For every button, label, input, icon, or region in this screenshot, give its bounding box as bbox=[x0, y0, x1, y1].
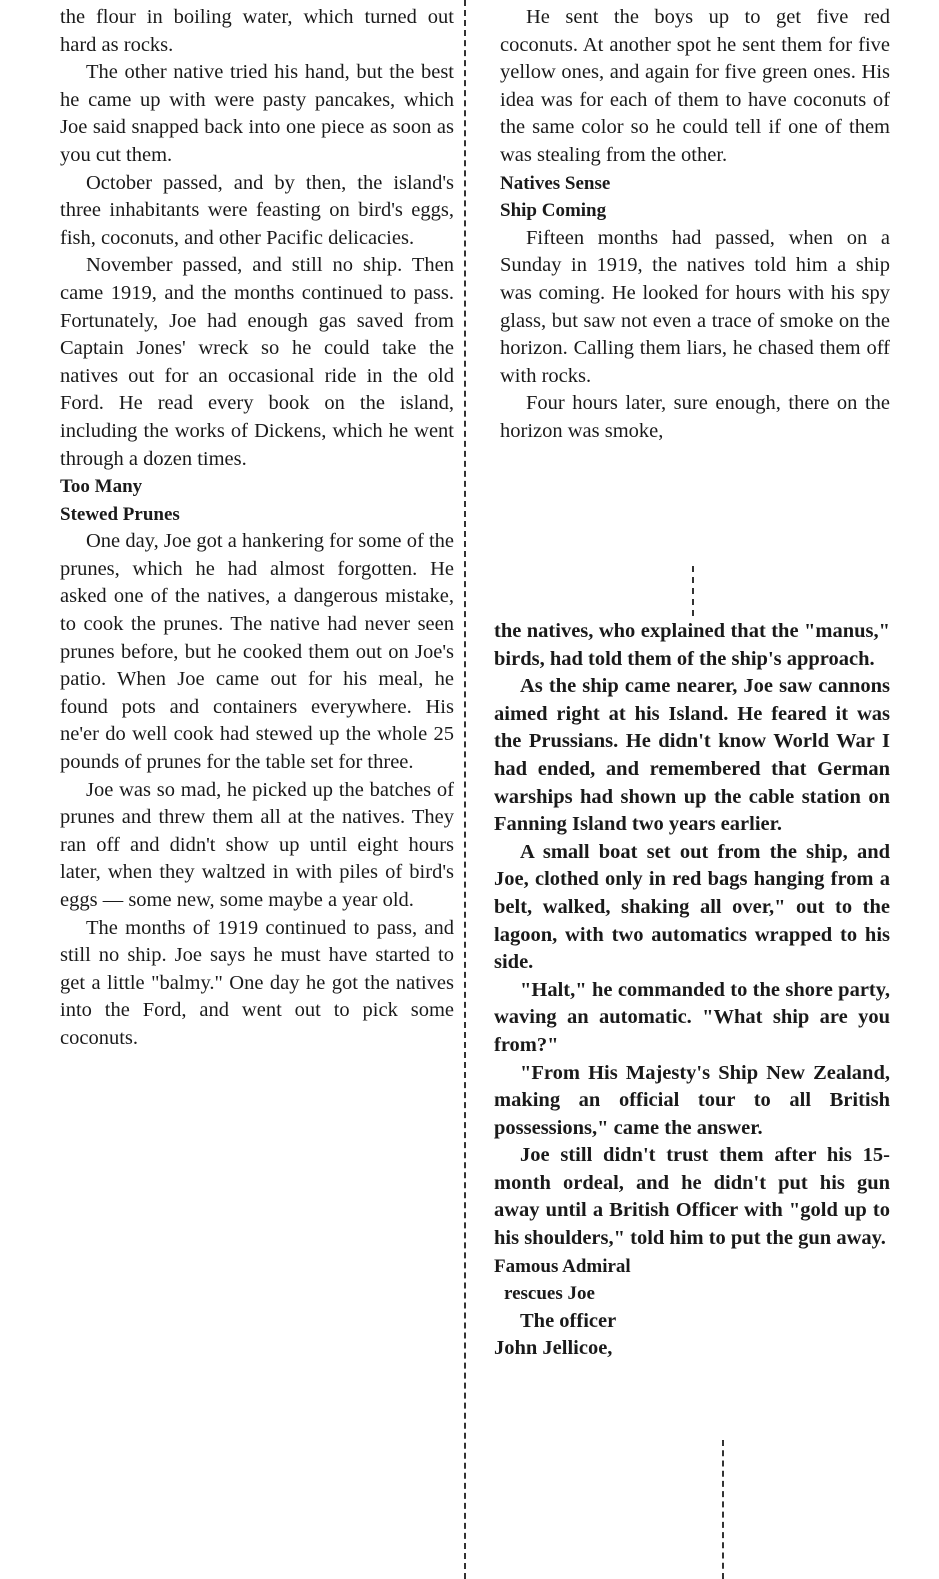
paragraph: Four hours later, sure enough, there on the horizon was smoke, bbox=[500, 392, 890, 442]
paragraph: Joe was so mad, he picked up the batches of prunes and threw them all at the natives. They ran off and didn't show up until eight hours later, when they waltzed in with piles of bird's eggs — some new, some maybe a year old. bbox=[60, 778, 454, 911]
clipping-gap bbox=[470, 562, 939, 614]
subheading-line: Famous Admiral bbox=[494, 1255, 631, 1277]
subheading-line: rescues Joe bbox=[504, 1283, 595, 1305]
subheading-line: Too Many bbox=[60, 476, 143, 498]
paragraph: the flour in boiling water, which turned out hard as rocks. bbox=[60, 6, 454, 56]
paragraph: The months of 1919 continued to pass, and still no ship. Joe says he must have started to get a little "balmy." One day he got the natives into the Ford, and went out to pick some coconuts. bbox=[60, 916, 454, 1049]
paragraph: November passed, and still no ship. Then came 1919, and the months continued to pass. Fortunately, Joe had enough gas saved from Captain Jones' wreck so he could take the natives out for an occasional ride in the old Ford. He read every book on the island, including the works of Dickens, which he went through a dozen times. bbox=[60, 254, 454, 470]
column-divider-short bbox=[722, 1440, 724, 1579]
subheading-line: Stewed Prunes bbox=[60, 503, 180, 525]
subheading-natives-sense-ship-coming bbox=[500, 170, 890, 225]
paragraph: the natives, who explained that the "manus," birds, had told them of the ship's approach. bbox=[494, 620, 890, 670]
left-column bbox=[60, 4, 454, 1053]
paragraph: A small boat set out from the ship, and Joe, clothed only in red bags hanging from a belt, walked, shaking all over," out to the lagoon, with two automatics wrapped to his side. bbox=[494, 840, 890, 974]
subheading-too-many-stewed-prunes bbox=[60, 473, 454, 528]
paragraph: He sent the boys up to get five red coconuts. At another spot he sent them for five yellow ones, and again for five green ones. His idea was for each of them to have coconuts of the same color so he could tell if one of them was stealing from the other. bbox=[500, 6, 890, 166]
paragraph: Fifteen months had passed, when on a Sunday in 1919, the natives told him a ship was coming. He looked for hours with his spy glass, but saw not even a trace of smoke on the horizon. Calling them liars, he chased them off with rocks. bbox=[500, 226, 890, 387]
right-column-bottom bbox=[494, 618, 890, 1363]
subheading-famous-admiral-rescues-joe bbox=[494, 1253, 890, 1308]
paragraph: As the ship came nearer, Joe saw cannons aimed right at his Island. He feared it was the Prussians. He didn't know World War I had ended, and remembered that German warships had shown up the cable station on Fanning Island two years earlier. bbox=[494, 675, 890, 836]
clipping-connector bbox=[692, 566, 694, 616]
paragraph: One day, Joe got a hankering for some of the prunes, which he had almost forgotten. He asked one of the natives, a dangerous mistake, to cook the prunes. The native had never seen prunes before, but he cooked them out on Joe's patio. When Joe came out for his meal, he found pots and containers everywhere. His ne'er do well cook had stewed up the whole 25 pounds of prunes for the table set for three. bbox=[60, 530, 454, 774]
text-line: The officer bbox=[520, 1309, 617, 1332]
column-divider bbox=[464, 0, 466, 1579]
paragraph: October passed, and by then, the island's three inhabitants were feasting on bird's eggs, fish, coconuts, and other Pacific delicacies. bbox=[60, 171, 454, 249]
subheading-line: Natives Sense bbox=[500, 172, 611, 194]
paragraph: "From His Majesty's Ship New Zealand, making an official tour to all British possessions," came the answer. bbox=[494, 1061, 890, 1139]
right-column-top bbox=[500, 4, 890, 562]
paragraph: "Halt," he commanded to the shore party, waving an automatic. "What ship are you from?" bbox=[494, 978, 890, 1056]
subheading-line: Ship Coming bbox=[500, 200, 607, 222]
paragraph-fragment bbox=[494, 1308, 890, 1363]
text-line: John Jellicoe, bbox=[494, 1337, 613, 1360]
paragraph: The other native tried his hand, but the best he came up with were pasty pancakes, which Joe said snapped back into one piece as soon as you cut them. bbox=[60, 61, 454, 166]
paragraph: Joe still didn't trust them after his 15-month ordeal, and he didn't put his gun away until a British Officer with "gold up to his shoulders," told him to put the gun away. bbox=[494, 1144, 890, 1250]
